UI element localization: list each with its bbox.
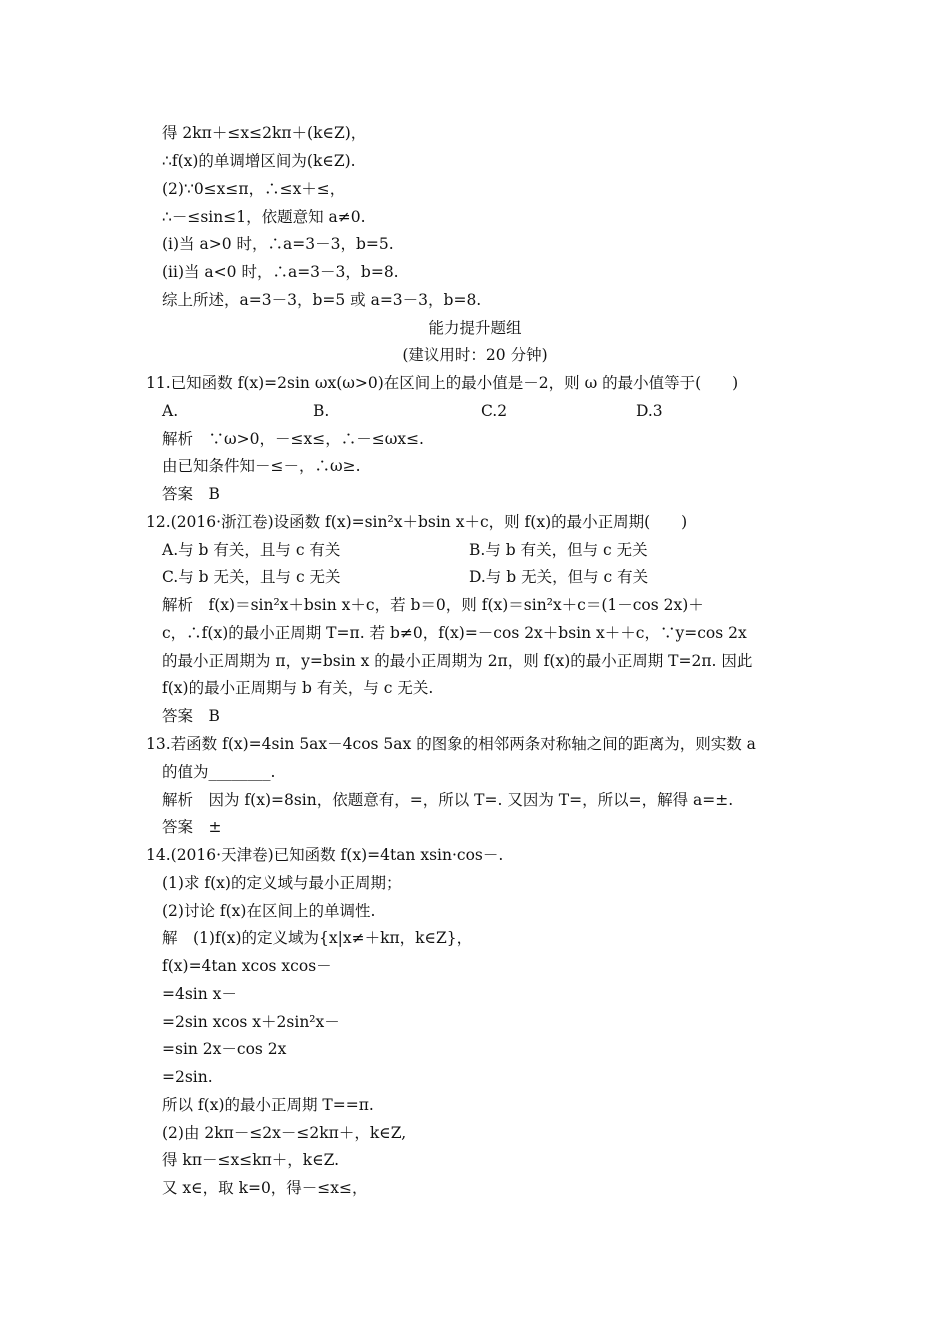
analysis-line: 解析 因为 f(x)=8sin，依题意有，=，所以 T=. 又因为 T=，所以=，解得 a=±. [162, 791, 734, 809]
section-title: 能力提升题组 [428, 319, 522, 337]
question-14: 14.(2016·天津卷)已知函数 f(x)=4tan xsin·cos－. [146, 846, 504, 864]
option-d: D.3 [636, 402, 663, 420]
analysis-line: f(x)的最小正周期与 b 有关，与 c 无关. [162, 679, 434, 697]
solution-line: (2)由 2kπ－≤2x－≤2kπ＋，k∈Z, [162, 1124, 407, 1142]
option-c: C.与 b 无关，且与 c 无关 [162, 568, 341, 586]
question-11: 11.已知函数 f(x)=2sin ωx(ω>0)在区间上的最小值是－2，则 ω 的最小值等于( ) [146, 374, 739, 392]
option-b: B. [313, 402, 330, 420]
text-line: (ⅱ)当 a<0 时，∴a=3－3，b=8. [162, 263, 399, 281]
option-b: B.与 b 有关，但与 c 无关 [469, 541, 648, 559]
answer-line: 答案 B [162, 485, 220, 503]
answer-line: 答案 B [162, 707, 220, 725]
option-a: A. [162, 402, 179, 420]
analysis-line: 解析 ∵ω>0，－≤x≤，∴－≤ωx≤. [162, 430, 424, 448]
question-12: 12.(2016·浙江卷)设函数 f(x)=sin²x＋bsin x＋c，则 f(x)的最小正周期( ) [146, 513, 688, 531]
analysis-line: 解析 f(x)＝sin²x＋bsin x＋c，若 b＝0，则 f(x)＝sin²x＋c＝(1－cos 2x)＋ [162, 596, 704, 614]
section-subtitle: (建议用时：20 分钟) [402, 346, 548, 364]
text-line: (ⅰ)当 a>0 时，∴a=3－3，b=5. [162, 235, 394, 253]
solution-line: f(x)=4tan xcos xcos－ [162, 957, 332, 975]
solution-line: =2sin. [162, 1068, 213, 1086]
solution-line: =4sin x－ [162, 985, 237, 1003]
solution-line: 又 x∈，取 k=0，得－≤x≤， [162, 1179, 368, 1197]
solution-line: 所以 f(x)的最小正周期 T==π. [162, 1096, 374, 1114]
analysis-line: 的最小正周期为 π，y=bsin x 的最小正周期为 2π，则 f(x)的最小正周期 T=2π. 因此 [162, 652, 753, 670]
text-line: (2)讨论 f(x)在区间上的单调性. [162, 902, 376, 920]
solution-line: =sin 2x－cos 2x [162, 1040, 287, 1058]
text-line: (1)求 f(x)的定义域与最小正周期； [162, 874, 402, 892]
text-line: ∴－≤sin≤1，依题意知 a≠0. [162, 208, 366, 226]
text-line: 综上所述，a=3－3，b=5 或 a=3－3，b=8. [162, 291, 482, 309]
text-line: 的值为________. [162, 763, 276, 781]
option-d: D.与 b 无关，但与 c 有关 [469, 568, 649, 586]
answer-line: 答案 ± [162, 818, 222, 836]
option-a: A.与 b 有关，且与 c 有关 [162, 541, 341, 559]
text-line: (2)∵0≤x≤π，∴≤x＋≤， [162, 180, 346, 198]
analysis-line: 由已知条件知－≤－，∴ω≥. [162, 457, 361, 475]
text-line: ∴f(x)的单调增区间为(k∈Z). [162, 152, 356, 170]
solution-line: 得 kπ－≤x≤kπ＋，k∈Z. [162, 1151, 340, 1169]
question-13: 13.若函数 f(x)=4sin 5ax－4cos 5ax 的图象的相邻两条对称轴之间的距离为，则实数 a [146, 735, 756, 753]
text-line: 得 2kπ＋≤x≤2kπ＋(k∈Z)， [162, 124, 367, 142]
solution-line: 解 (1)f(x)的定义域为{x|x≠＋kπ，k∈Z}， [162, 929, 473, 947]
option-c: C.2 [481, 402, 508, 420]
solution-line: =2sin xcos x＋2sin²x－ [162, 1013, 340, 1031]
analysis-line: c，∴f(x)的最小正周期 T=π. 若 b≠0，f(x)=－cos 2x＋bsin x＋＋c，∵y=cos 2x [162, 624, 747, 642]
